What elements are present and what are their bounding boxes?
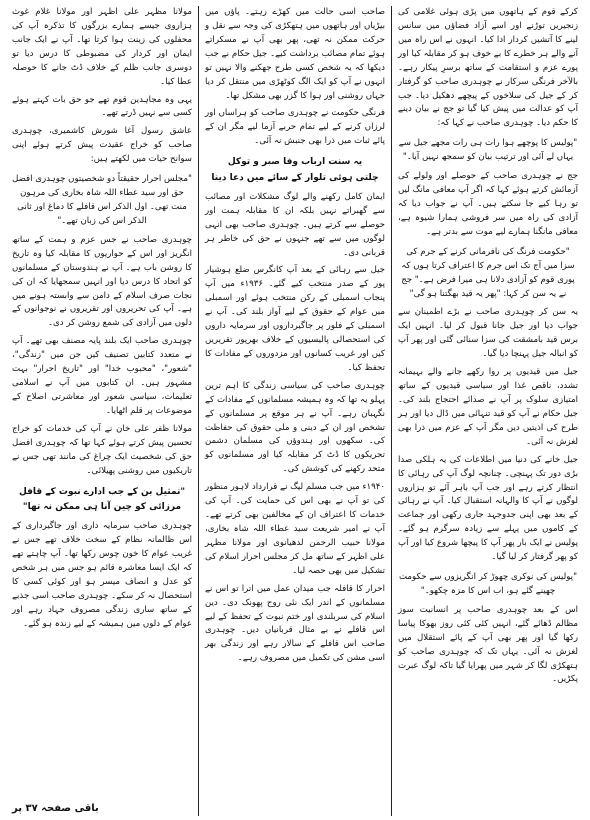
paragraph: چوہدری صاحب ایک بلند پایہ مصنف بھی تھے۔ آپ نے متعدد کتابیں تصنیف کیں جن میں "زندگی"، "شعور"، "محبوب خدا" اور "تاریخ احرار" بہت مشہور ہیں۔ ان کتابوں میں آپ نے اسلامی تعلیمات، سیاسی شعور اور معاشرتی اصلاح کے موضوعات پر قلم اٹھایا۔ [12,336,192,416]
paragraph: اس کے بعد چوہدری صاحب پر انسانیت سوز مظالم ڈھائے گئے، انہیں کئی کئی روز بھوکا پیاسا رکھا گیا اور پھر بھی آپ کے پائے استقلال میں لغزش نہ آئی۔ یہاں تک کہ چوہدری صاحب کو ہتھکڑی لگا کر شہر میں پھرایا گیا تاکہ لوگ عبرت پکڑیں۔ [398,604,578,685]
article-columns [6,6,584,816]
poetry-verse: یہ سنت ارباب وفا صبر و توکل چلتی ہوئی تلوار کے سائے میں دعا دینا [211,157,379,183]
continuation-note: باقی صفحہ ۳۷ پر [12,803,99,814]
paragraph: عاشق رسول آغا شورش کاشمیری، چوہدری صاحب کو خراج عقیدت پیش کرتے ہوئے اپنی سوانح حیات میں لکھتے ہیں: [12,126,192,165]
poetry-verse: "تمثیل بن کے جب ادارے نبوت کے قافل مرزائی کو چین آنا ہی ممکن نہ تھا" [18,486,186,512]
column-middle [198,6,391,816]
paragraph: یہ سن کر چوہدری صاحب نے بڑے اطمینان سے جواب دیا اور جیل جانا قبول کر لیا۔ انہیں ایک برس قید بامشقت کی سزا سنائی گئی اور پھر آپ کو انبالہ جیل پہنچا دیا گیا۔ [398,307,578,360]
paragraph: فرنگی حکومت نے چوہدری صاحب کو ہراساں اور لرزاں کرنے کے لیے تمام حربے آزما لیے مگر ان کے پائے ثبات میں ذرا بھی جنبش نہ آئی۔ [205,108,385,147]
paragraph: چوہدری صاحب سرمایہ داری اور جاگیرداری کے اس ظالمانہ نظام کے سخت خلاف تھے جس نے غریب عوام کا خون چوس رکھا تھا۔ آپ چاہتے تھے کہ ایک ایسا معاشرہ قائم ہو جس میں ہر شخص کو عدل و انصاف میسر ہو اور کوئی کسی کا استحصال نہ کر سکے۔ چوہدری صاحب اسی جذبے کے ساتھ ساری زندگی مصروف جہاد رہے اور عوام کے دلوں میں ہمیشہ کے لیے زندہ ہو گئے۔ [12,521,192,629]
paragraph: ۱۹۴۰ء میں جب مسلم لیگ نے قرارداد لاہور منظور کی تو آپ نے بھی اس کی حمایت کی۔ آپ کی خدمات کا اعتراف ان کے مخالفین بھی کرتے تھے۔ آپ نے امیر شریعت سید عطاء اللہ شاہ بخاری، مولانا حبیب الرحمن لدھیانوی اور مولانا مظہر علی اظہر کے ساتھ مل کر مجلس احرار اسلام کی تشکیل میں بھی حصہ لیا۔ [205,482,385,576]
column-left [6,6,198,816]
paragraph: چوہدری صاحب نے جس عزم و ہمت کے ساتھ انگریز اور اس کے حواریوں کا مقابلہ کیا وہ تاریخ کا روشن باب ہے۔ آپ نے ہندوستان کے مسلمانوں کو اتحاد کا درس دیا اور انہیں سمجھایا کہ ان کی نجات صرف اسلام کے دامن سے وابستہ ہونے میں ہے۔ آپ کی تحریروں اور تقریروں نے نوجوانوں کے دلوں میں آزادی کی شمع روشن کر دی۔ [12,234,192,329]
paragraph: مولانا مظہر علی اظہر اور مولانا غلام غوث ہزاروی جیسے ہمارے بزرگوں کا تذکرہ آپ کی محفلوں کی زینت ہوا کرتا تھا۔ آپ نے ایک جانب ایمان اور کردار کی مضبوطی کا درس دیا تو دوسری جانب ظلم کے خلاف ڈٹ جانے کا حوصلہ عطا کیا۔ [12,7,192,87]
paragraph: ایمان کامل رکھنے والے لوگ مشکلات اور مصائب سے گھبراتے نہیں بلکہ ان کا مقابلہ ہمت اور حوصلے سے کرتے ہیں۔ چوہدری صاحب بھی انہی لوگوں میں سے تھے جنہوں نے حق کی خاطر ہر قربانی دی۔ [205,191,385,258]
paragraph: چوہدری صاحب کی سیاسی زندگی کا اہم ترین پہلو یہ تھا کہ وہ ہمیشہ مسلمانوں کے مفادات کے نگہبان رہے۔ آپ نے ہر موقع پر مسلمانوں کے تشخص اور ان کے دینی و ملی حقوق کی حفاظت کی۔ سکھوں اور ہندوؤں کی مسلمان دشمن تحریکوں کا ڈٹ کر مقابلہ کیا اور مسلمانوں کو متحد رکھنے کی کوشش کی۔ [205,380,385,475]
paragraph: جیل سے رہائی کے بعد آپ کانگرس ضلع ہوشیار پور کے صدر منتخب کیے گئے۔ ۱۹۳۶ء میں آپ پنجاب اسمبلی کے رکن منتخب ہوئے اور اسمبلی میں عوام کے حقوق کے لیے آواز بلند کی۔ آپ نے اسمبلی کے فلور پر جاگیرداروں اور سرمایہ داروں کی استحصالی پالیسیوں کے خلاف بھرپور تقریریں کیں اور غریب کسانوں اور مزدوروں کے مفادات کا تحفظ کیا۔ [205,265,385,373]
paragraph: احرار کا قافلہ جب میدان عمل میں اترا تو اس نے مسلمانوں کے اندر ایک نئی روح پھونک دی۔ دین اسلام کی سربلندی اور ختم نبوت کے تحفظ کے لیے اس قافلے نے بے مثال قربانیاں دیں۔ چوہدری صاحب اس قافلے کے سالار رہے اور زندگی بھر اسی مشن کی تکمیل میں مصروف رہے۔ [205,583,385,664]
paragraph: یہی وہ مجاہدین قوم تھے جو حق بات کہتے ہوئے کسی سے نہیں ڈرتے تھے۔ [12,94,192,119]
paragraph: صاحب اسی حالت میں کھڑے رہتے۔ پاؤں میں بیڑیاں اور ہاتھوں میں ہتھکڑی کی وجہ سے نقل و حرکت ممکن نہ تھی، پھر بھی آپ نے مسکراتے ہوئے تمام مصائب برداشت کیے۔ جیل حکام نے جب دیکھا کہ یہ شخص کسی طرح جھکنے والا نہیں تو انہوں نے آپ کو ایک الگ کوٹھڑی میں منتقل کر دیا جہاں روشنی اور ہوا کا گزر بھی مشکل تھا۔ [205,7,385,101]
quoted-statement: "مجلس احرار حقیقتاً دو شخصیتوں چوہدری افضل حق اور سید عطاء اللہ شاہ بخاری کی مرہون منت تھی۔ اول الذکر اس قافلے کا دماغ اور ثانی الذکر اس کی زبان تھے۔" [12,174,192,226]
paragraph: جیل خانے کی دنیا میں اطلاعات کی یہ ہلکی صدا بڑی دور تک پہنچی۔ چنانچہ لوگ آپ کی رہائی کا انتظار کرتے رہے اور جب آپ باہر آئے تو ہزاروں لوگوں نے آپ کا والہانہ استقبال کیا۔ آپ نے رہائی کے بعد بھی اپنی جدوجہد جاری رکھی اور جماعت کے کاموں میں پہلے سے زیادہ سرگرم ہو گئے۔ پولیس نے ایک بار پھر آپ کا پیچھا شروع کیا اور آپ کو پھر گرفتار کر لیا گیا۔ [398,454,578,563]
column-right [391,6,584,816]
quoted-statement: "حکومت فرنگ کی نافرمانی کرنے کے جرم کی سزا میں آج تک اس جرم کا اعتراف کرتا ہوں کہ پوری قوم کو آزادی دلانا ہی میرا فرض ہے۔" جج نے یہ سن کر کہا: "پھر یہ قید بھگتنا ہو گی" [401,246,575,299]
paragraph: جج نے چوہدری صاحب کے حوصلے اور ولولے کی آزمائش کرتے ہوئے کہا کہ اگر آپ معافی مانگ لیں تو رہا کیے جا سکتے ہیں۔ آپ نے جواب دیا کہ آزادی کی راہ میں سر فروشی ہمارا شیوہ ہے، معافی مانگنا ہمارے لیے موت سے بدتر ہے۔ [398,171,578,237]
quoted-statement: "پولیس کا پوچھے ہوا رات ہی رات مجھے جیل سے یہاں لے آئی اور ترتیب بیان کو سمجھ نہیں آیا۔" [398,138,578,163]
paragraph: مولانا ظفر علی خان نے آپ کی خدمات کو خراج تحسین پیش کرتے ہوئے کہا تھا کہ چوہدری افضل حق کی شخصیت ایک چراغ کی مانند تھی جس نے تاریکیوں میں روشنی پھیلائی۔ [12,423,192,476]
quoted-statement: "پولیس کی نوکری چھوڑ کر انگریزوں سے حکومت چھینے گئے ہو، اب اس کا مزہ چکھو۔" [398,572,578,596]
paragraph: جیل میں قیدیوں پر روا رکھے جانے والے بہیمانہ تشدد، ناقص غذا اور سیاسی قیدیوں کے ساتھ امتیازی سلوک پر آپ نے صدائے احتجاج بلند کی۔ جیل حکام نے آپ کو قید تنہائی میں ڈال دیا اور ہر طرح کی اذیتیں دیں مگر آپ کے عزم میں ذرا بھی لغزش نہ آئی۔ [398,367,578,447]
paragraph: کرکے قوم کے ہاتھوں میں پڑی ہوئی غلامی کی زنجیریں توڑنے اور اسے آزاد فضاؤں میں سانس لینے کا آتشیں کردار ادا کیا۔ انہوں نے اس راہ میں آنے والے ہر خطرے کا بے خوف ہو کر مقابلہ کیا اور پورے عزم و استقامت کے ساتھ برسرِ پیکار رہے۔ بالآخر فرنگی سرکار نے چوہدری صاحب کو گرفتار کر کے جیل کی سلاخوں کے پیچھے دھکیل دیا۔ جب آپ کو عدالت میں پیش کیا گیا تو جج نے بیان دینے کا حکم دیا۔ چوہدری صاحب نے کہا کہ: [398,7,578,129]
